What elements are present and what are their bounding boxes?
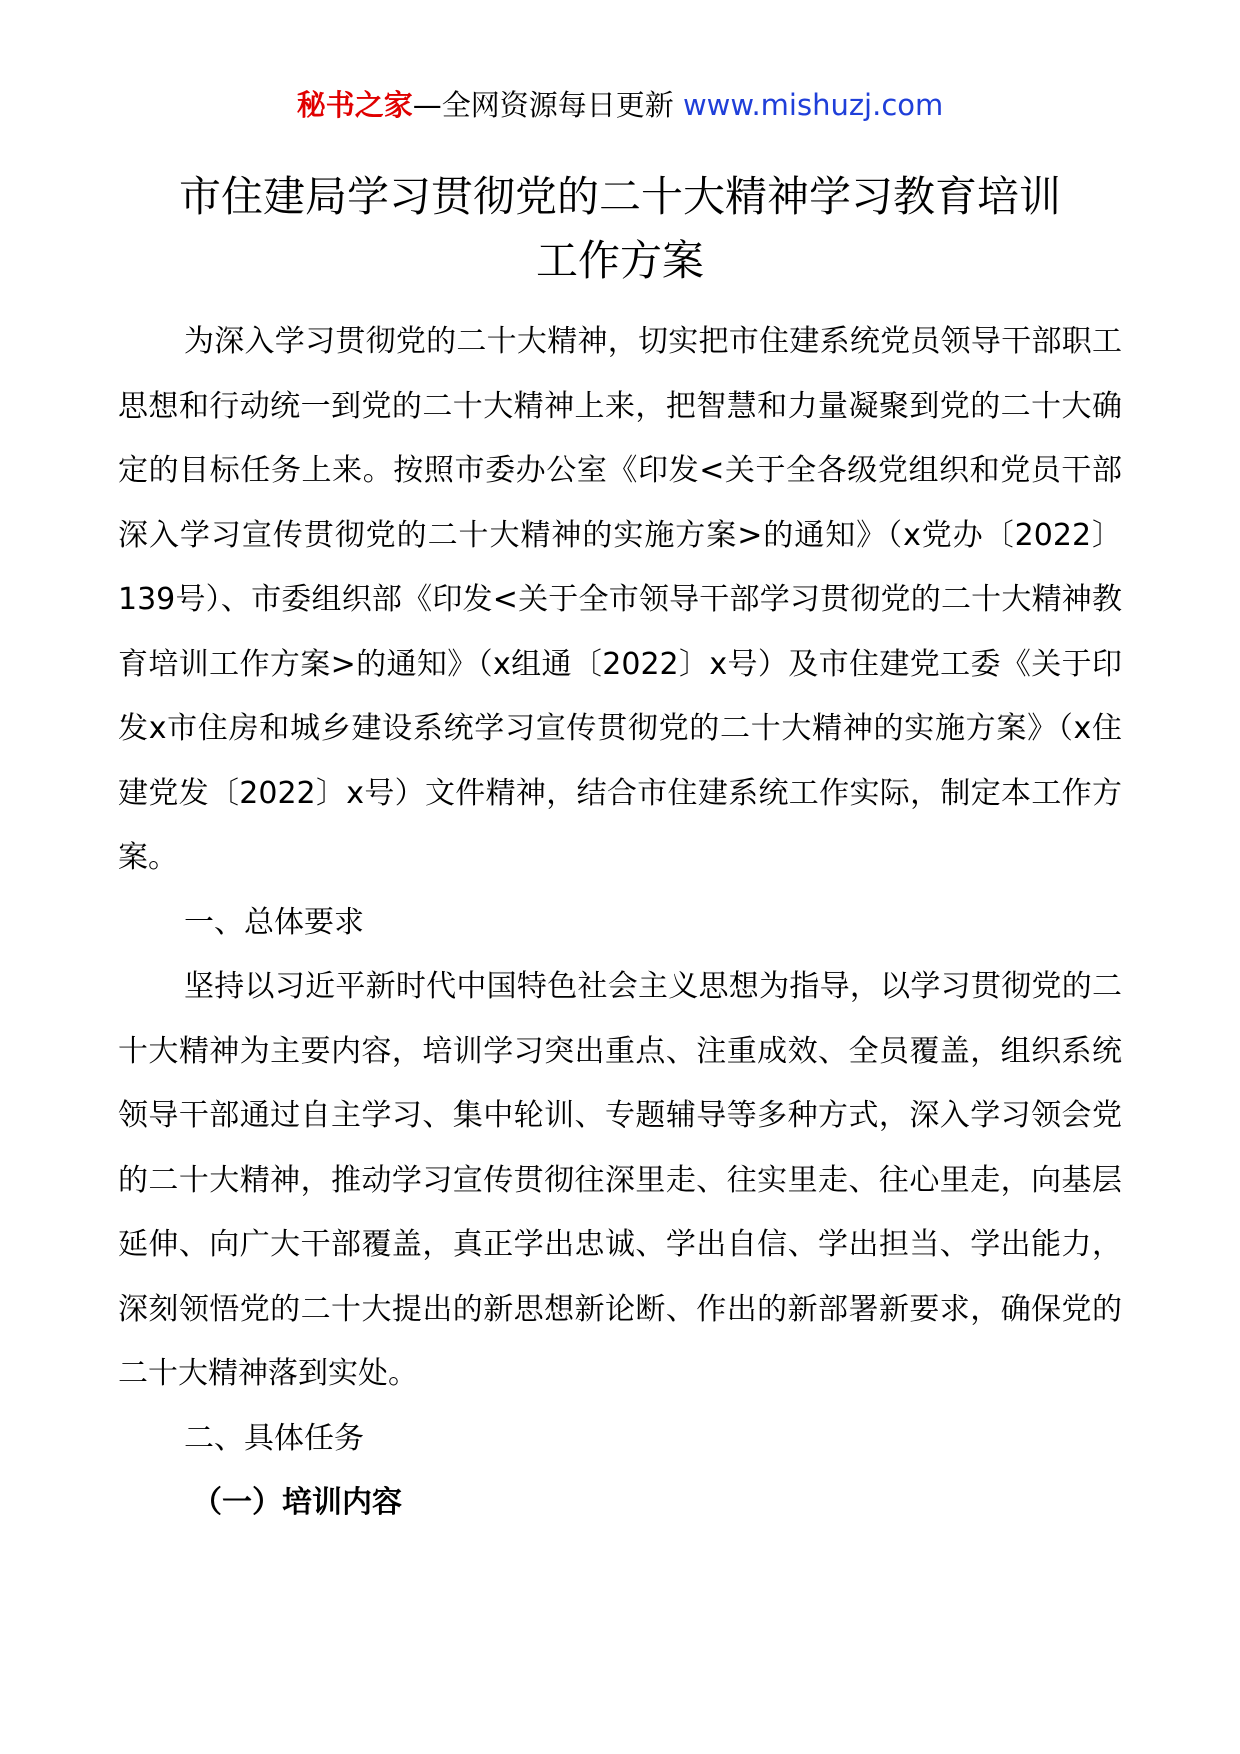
section-2-heading: 二、具体任务 <box>184 1420 364 1456</box>
brand-name: 秘书之家 <box>296 88 413 122</box>
title-line-1: 市住建局学习贯彻党的二十大精神学习教育培训 <box>178 172 1061 221</box>
section-1-paragraph: 坚持以习近平新时代中国特色社会主义思想为指导，以学习贯彻党的二十大精神为主要内容，培训学习突出重点、注重成效、全员覆盖，组织系统领导干部通过自主学习、集中轮训、专题辅导等多种方式，深入学习领会党的二十大精神，推动学习宣传贯彻往深里走、往实里走、往心里走，向基层延伸、向广大干部覆盖，真正学出忠诚、学出自信、学出担当、学出能力，深刻领悟党的二十大提出的新思想新论断、作出的新部署新要求，确保党的二十大精神落到实处。 <box>118 969 1122 1391</box>
site-url-link[interactable]: www.mishuzj.com <box>682 88 944 122</box>
document-body <box>118 310 1122 1536</box>
intro-paragraph: 为深入学习贯彻党的二十大精神，切实把市住建系统党员领导干部职工思想和行动统一到党的二十大精神上来，把智慧和力量凝聚到党的二十大确定的目标任务上来。按照市委办公室《印发<关于全各级党组织和党员干部深入学习宣传贯彻党的二十大精神的实施方案>的通知》（x党办〔2022〕139号）、市委组织部《印发<关于全市领导干部学习贯彻党的二十大精神教育培训工作方案>的通知》（x组通〔2022〕x号）及市住建党工委《关于印发x市住房和城乡建设系统学习宣传贯彻党的二十大精神的实施方案》（x住建党发〔2022〕x号）文件精神，结合市住建系统工作实际，制定本工作方案。 <box>118 324 1122 875</box>
subsection-1-heading: （一）培训内容 <box>192 1485 402 1520</box>
section-1-heading: 一、总体要求 <box>184 904 364 940</box>
site-header <box>0 86 1240 124</box>
title-line-2: 工作方案 <box>535 236 704 285</box>
site-slogan: —全网资源每日更新 <box>412 88 674 122</box>
document-title <box>118 165 1122 293</box>
